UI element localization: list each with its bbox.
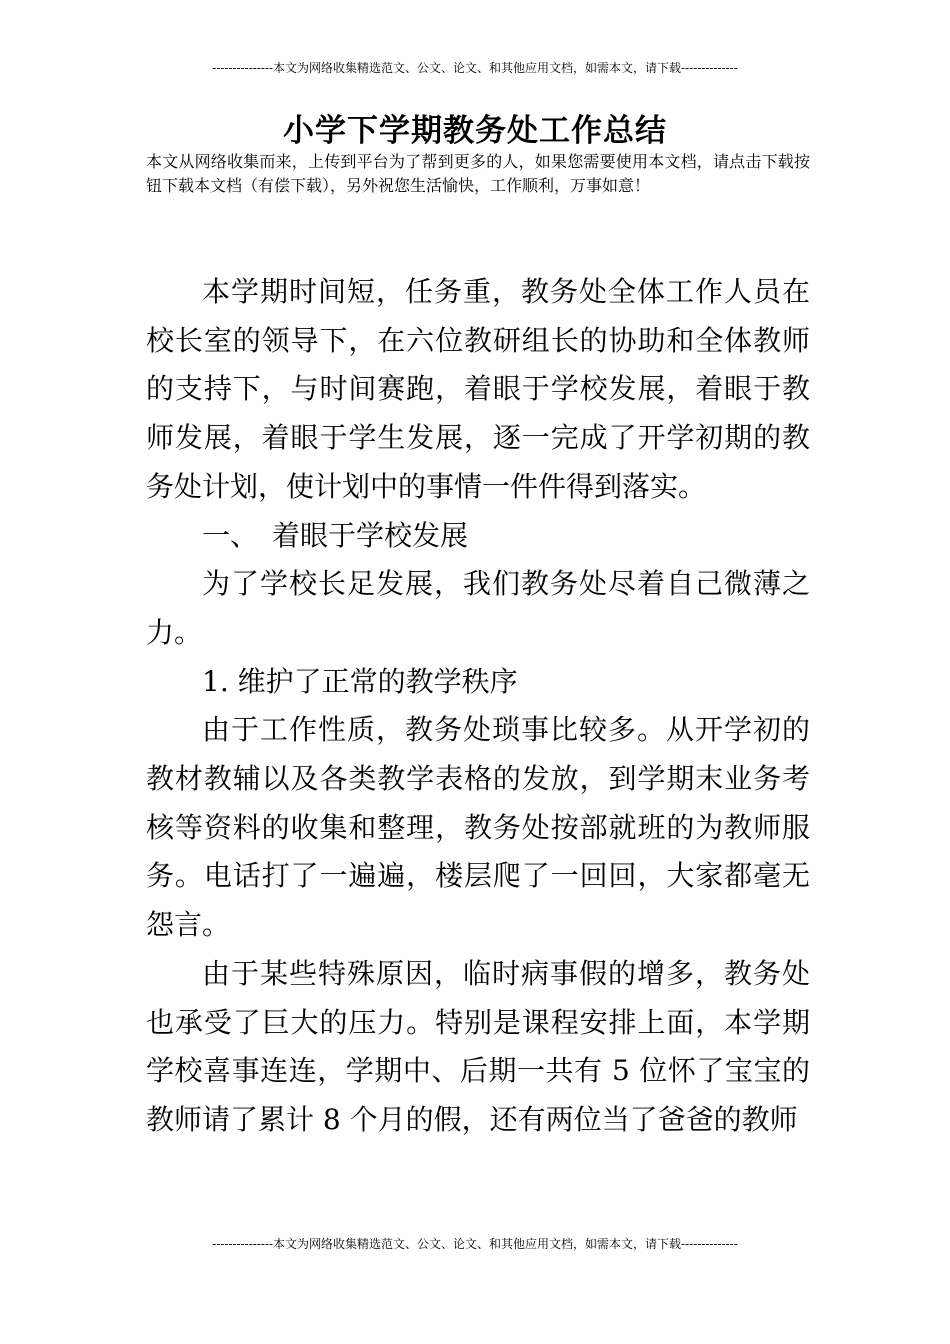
page-header: ---------------本文为网络收集精选范文、公文、论文、和其他应用文档，如需本文，请下载--------------	[212, 61, 738, 75]
section-heading-1: 一、 着眼于学校发展	[202, 518, 469, 552]
document-body	[146, 268, 810, 1145]
paragraph-intro: 本学期时间短，任务重，教务处全体工作人员在校长室的领导下，在六位教研组长的协助和全体教师的支持下，与时间赛跑，着眼于学校发展，着眼于教师发展，着眼于学生发展，逐一完成了开学初期的教务处计划，使计划中的事情一件件得到落实。	[146, 275, 810, 503]
paragraph: 由于某些特殊原因，临时病事假的增多，教务处也承受了巨大的压力。特别是课程安排上面，本学期学校喜事连连，学期中、后期一共有 5 位怀了宝宝的教师请了累计 8 个月的假，还有两位当了爸爸的教师	[146, 956, 810, 1136]
download-notice: 本文从网络收集而来，上传到平台为了帮到更多的人，如果您需要使用本文档，请点击下载按钮下载本文档（有偿下载），另外祝您生活愉快，工作顺利，万事如意！	[146, 152, 810, 195]
subsection-heading-1: 1. 维护了正常的教学秩序	[202, 664, 518, 698]
paragraph: 由于工作性质，教务处琐事比较多。从开学初的教材教辅以及各类教学表格的发放，到学期末业务考核等资料的收集和整理，教务处按部就班的为教师服务。电话打了一遍遍，楼层爬了一回回，大家都毫无怨言。	[146, 713, 810, 942]
document-title: 小学下学期教务处工作总结	[283, 112, 667, 149]
page-footer: ---------------本文为网络收集精选范文、公文、论文、和其他应用文档，如需本文，请下载--------------	[212, 1237, 738, 1251]
paragraph: 为了学校长足发展，我们教务处尽着自己微薄之力。	[146, 567, 810, 649]
